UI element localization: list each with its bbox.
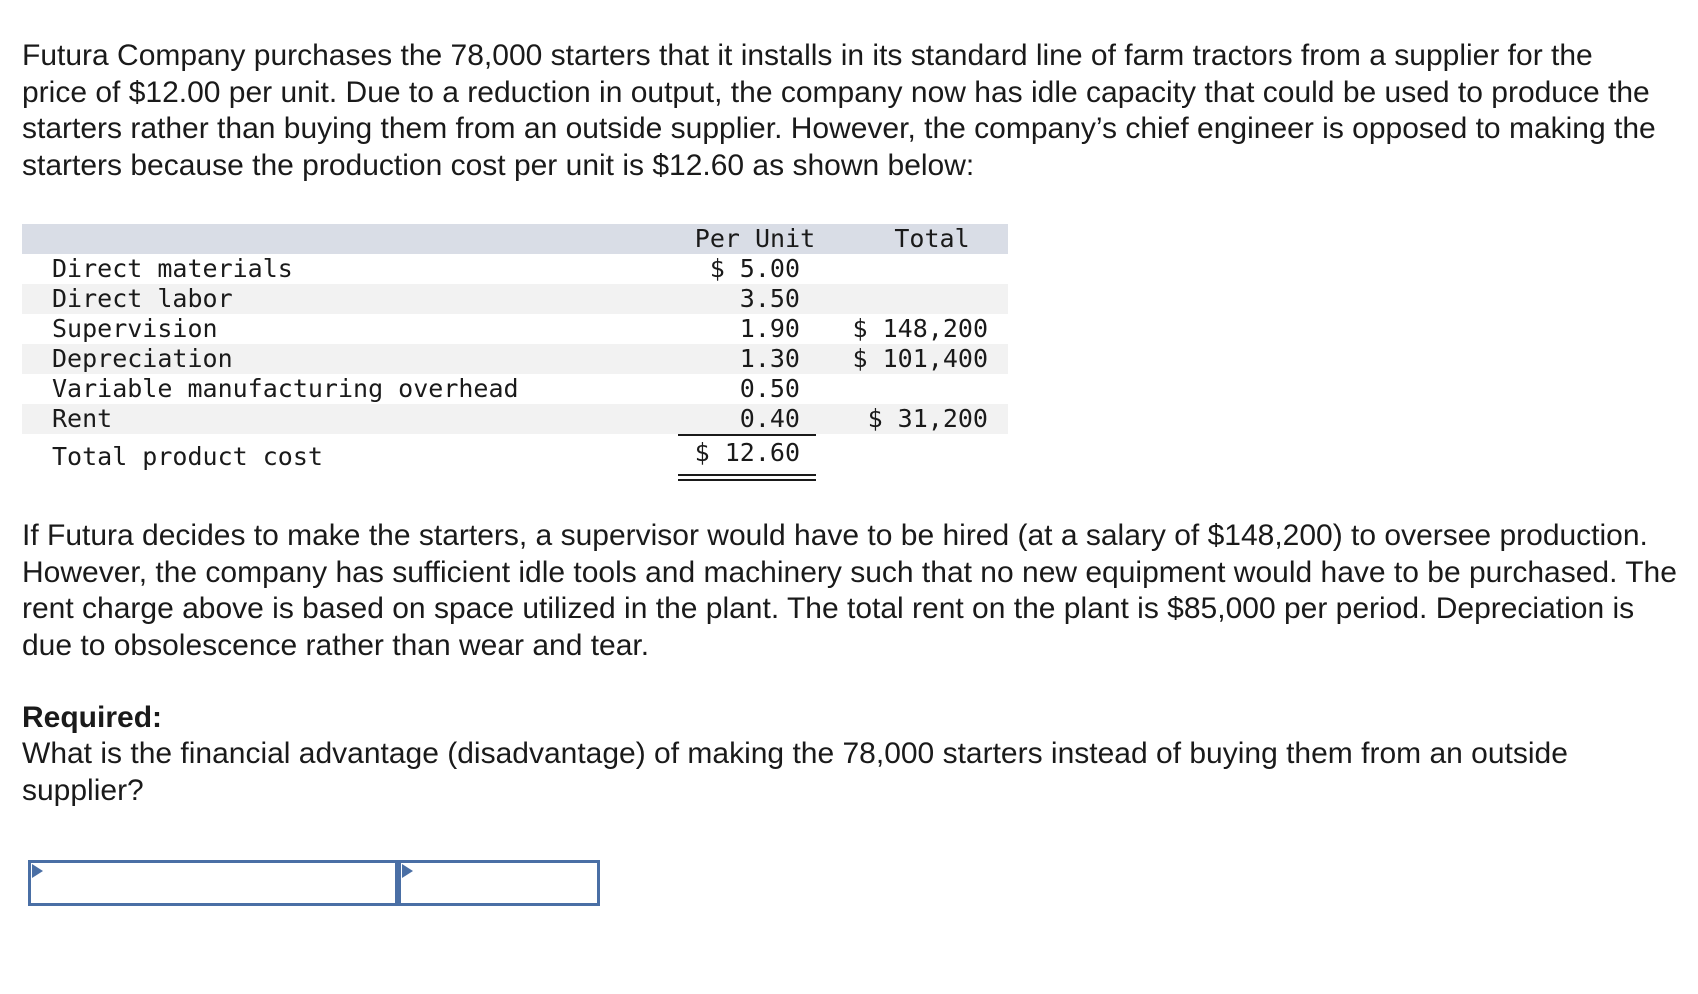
table-row [22, 314, 1008, 344]
table-header-row [22, 224, 1008, 254]
row-label: Direct materials [52, 254, 293, 283]
total-label: Total product cost [52, 442, 323, 471]
row-label: Direct labor [52, 284, 233, 313]
answer-amount-input[interactable] [400, 862, 598, 904]
answer-amount-cell [398, 860, 600, 906]
row-total: $ 31,200 [867, 404, 988, 433]
row-per-unit: 1.90 [739, 314, 800, 343]
column-header-total: Total [894, 224, 970, 253]
dropdown-marker-icon [32, 864, 43, 878]
column-header-per-unit: Per Unit [694, 224, 816, 253]
table-row [22, 254, 1008, 284]
row-per-unit: 0.40 [739, 404, 800, 433]
row-label: Variable manufacturing overhead [52, 374, 519, 403]
row-label: Rent [52, 404, 113, 433]
row-per-unit: 0.50 [739, 374, 800, 403]
table-row [22, 404, 1008, 434]
problem-intro: Futura Company purchases the 78,000 starters that it installs in its standard line of farm tractors from a supplier for the price of $12.00 per unit. Due to a reduction in output, the company now has idle capacity that could be used to produce the starters rather than buying them from an outside supplier. However, the company’s chief engineer is opposed to making the starters because the production cost per unit is $12.60 as shown below: [22, 39, 1656, 182]
table-row [22, 344, 1008, 374]
additional-info: If Futura decides to make the starters, a supervisor would have to be hired (at a salary of $148,200) to oversee production. However, the company has sufficient idle tools and machinery such that no new equipment would have to be purchased. The rent charge above is based on space utilized in the plant. The total rent on the plant is $85,000 per period. Depreciation is due to obsolescence rather than wear and tear. [22, 519, 1677, 662]
answer-label-input[interactable] [30, 862, 396, 904]
total-double-rule [678, 474, 816, 481]
total-per-unit: $ 12.60 [694, 438, 800, 467]
row-per-unit: 3.50 [739, 284, 800, 313]
table-total-row [22, 438, 1008, 472]
row-label: Supervision [52, 314, 218, 343]
row-label: Depreciation [52, 344, 233, 373]
table-row [22, 374, 1008, 404]
row-per-unit: 1.30 [739, 344, 800, 373]
row-per-unit: $ 5.00 [709, 254, 800, 283]
required-heading: Required: [22, 701, 163, 734]
subtotal-rule [678, 434, 816, 436]
dropdown-marker-icon [402, 864, 413, 878]
answer-label-cell [28, 860, 398, 906]
row-total: $ 148,200 [852, 314, 988, 343]
table-row [22, 284, 1008, 314]
answer-row [28, 860, 600, 906]
required-question: What is the financial advantage (disadvantage) of making the 78,000 starters instead of buying them from an outside supplier? [22, 737, 1568, 807]
row-total: $ 101,400 [852, 344, 988, 373]
